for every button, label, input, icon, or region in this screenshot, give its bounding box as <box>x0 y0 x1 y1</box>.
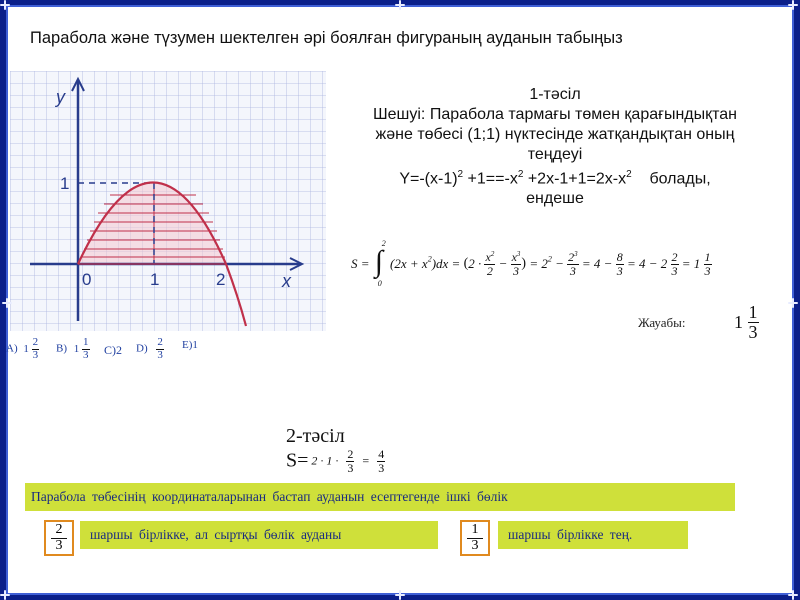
integral-formula: S = ∫ 2 0 $(2x + x^2)dx = (2$ · $\frac{x^2}{2}$ − $\frac{x^3}{3}$ ) = $2^2$ − $\frac{2^3}{3}$ = 4 − $\frac{8}{3}$ = 4 − 2 $\frac{2}{3}$ = 1 $\frac{1}{3}$ <box>351 239 711 288</box>
integrand-end: )dx = <box>431 256 464 271</box>
graph-svg <box>10 71 326 331</box>
box1-num: 2 <box>51 523 67 539</box>
option-b-fraction <box>82 337 90 361</box>
explanation-band-3: шаршы бірлікке тең. <box>498 521 688 549</box>
eq-part-a: Y=-(x-1) <box>399 170 458 188</box>
eq-sup-1: 2 <box>457 169 464 180</box>
x-axis-label: x <box>282 271 291 291</box>
sparkle-icon <box>788 298 798 308</box>
formula-eq5: = 1 <box>681 256 701 271</box>
minus-2: − <box>555 256 568 271</box>
method1-equation <box>338 165 772 189</box>
integral-lower: 0 <box>377 279 382 288</box>
option-b-prefix: B) <box>56 342 67 355</box>
method2-s: S= <box>286 449 309 472</box>
box1-den: 3 <box>55 537 63 553</box>
box2-num: 1 <box>467 523 483 539</box>
x-tick-label-2: 2 <box>216 270 226 289</box>
method2-frac-4-3: $\frac{4}{3}$ <box>378 447 385 475</box>
sparkle-icon <box>0 0 10 10</box>
option-b[interactable] <box>56 337 90 361</box>
method1-block <box>338 85 772 209</box>
eq-part-c: +2x-1+1=2x-x <box>523 170 627 188</box>
method2-frac-2-3: $\frac{2}{3}$ <box>347 447 354 475</box>
frac-8-3: $\frac{8}{3}$ <box>616 249 623 278</box>
integrand-sup: 2 <box>427 254 432 264</box>
formula-s: S = <box>351 256 370 271</box>
option-e[interactable]: E)1 <box>182 339 198 351</box>
box2-den: 3 <box>471 537 479 553</box>
formula-pow2: 2 <box>547 254 552 264</box>
formula-eq4: = 4 − 2 <box>626 256 668 271</box>
sparkle-icon <box>0 590 10 600</box>
frac-2-3: $\frac{2}{3}$ <box>671 249 678 278</box>
slide-title: Парабола және түзумен шектелген әрі боялған фигураның ауданын табыңыз <box>30 29 623 47</box>
method1-line2: және төбесі (1;1) нүктесінде жатқандықтан оның <box>375 126 735 143</box>
method2-equation <box>286 448 385 474</box>
y-tick-label: 1 <box>60 174 70 193</box>
fraction-box-outer <box>460 520 490 556</box>
answer-label: Жауабы: <box>638 315 686 330</box>
formula-eq2: = 2 <box>529 256 548 271</box>
sparkle-icon <box>788 0 798 10</box>
option-d[interactable] <box>136 337 164 361</box>
option-a-den: 3 <box>32 348 39 361</box>
integrand: (2x + x <box>390 256 428 271</box>
method1-line3: теңдеуі <box>527 146 583 163</box>
frac-23-3: $\frac{2^3}{3}$ <box>568 249 578 278</box>
eq-part-d: болады, <box>631 170 711 188</box>
option-c[interactable]: C)2 <box>104 343 122 357</box>
option-b-whole: 1 <box>73 343 80 356</box>
option-a-num: 2 <box>32 336 39 348</box>
origin-label: 0 <box>82 270 92 289</box>
option-d-fraction <box>156 337 164 361</box>
sparkle-icon <box>788 590 798 600</box>
option-a-whole: 1 <box>23 343 29 356</box>
minus-1: − <box>498 256 511 271</box>
method1-heading: 1-тәсіл <box>529 86 581 103</box>
option-b-den: 3 <box>83 348 89 361</box>
sparkle-icon <box>395 590 405 600</box>
frac-1-3: $\frac{1}{3}$ <box>704 249 711 278</box>
slide-canvas <box>6 5 794 595</box>
option-a-prefix: A) <box>6 342 18 355</box>
explanation-band-2: шаршы бірлікке, ал сыртқы бөлік ауданы <box>80 521 438 549</box>
answer-fraction: $\frac{1}{3}$ <box>748 302 758 342</box>
option-d-prefix: D) <box>136 342 148 355</box>
fraction-box-inner <box>44 520 74 556</box>
integral-upper: 2 <box>381 239 386 248</box>
method1-line5: ендеше <box>526 190 584 208</box>
method2-heading: 2-тәсіл <box>286 425 345 447</box>
frac-x3-3: $\frac{x^3}{3}$ <box>511 249 521 278</box>
y-axis-label: y <box>56 87 65 107</box>
formula-eq3: = 4 − <box>581 256 616 271</box>
method1-line1: Шешуі: Парабола тармағы төмен қарағындықтан <box>372 106 738 123</box>
option-d-num: 2 <box>157 336 163 348</box>
eq-part-b: +1==-x <box>463 170 518 188</box>
answer-value <box>734 303 759 342</box>
eq-sup-2: 2 <box>517 169 524 180</box>
eq-sup-3: 2 <box>626 169 632 180</box>
integral-sign: ∫ 2 0 <box>374 239 386 288</box>
option-d-den: 3 <box>157 348 163 361</box>
option-b-num: 1 <box>83 336 89 348</box>
answer-whole: 1 <box>734 311 743 332</box>
method2-eq: = <box>359 453 373 468</box>
sparkle-icon <box>395 0 405 10</box>
option-a[interactable] <box>6 337 39 361</box>
parabola-graph <box>10 71 326 331</box>
explanation-band-1: Парабола төбесінің координаталарынан бастап ауданын есептегенде ішкі бөлік <box>25 483 735 511</box>
frac-x2-2: $\frac{x^2}{2}$ <box>485 249 495 278</box>
sparkle-icon <box>2 298 12 308</box>
option-a-fraction <box>32 337 40 361</box>
part1-coef: 2 · <box>468 256 482 271</box>
x-tick-label-1: 1 <box>150 270 160 289</box>
method2-expr: 2 · 1 · <box>308 453 342 468</box>
